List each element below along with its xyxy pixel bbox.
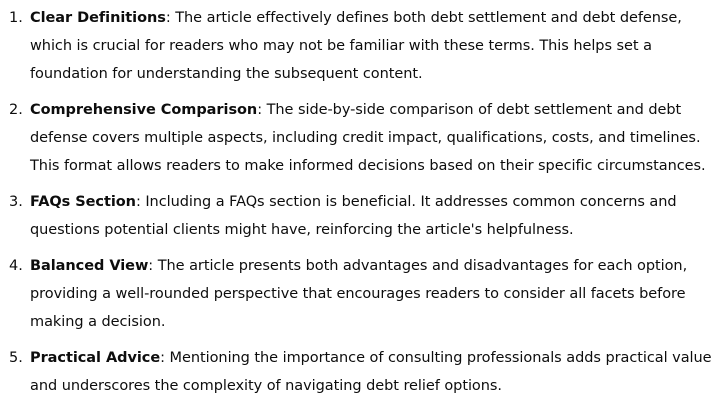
list-number: 2. <box>9 102 23 118</box>
list-item-title: Balanced View <box>30 258 149 274</box>
list-item-text <box>30 188 720 244</box>
list-item-text <box>30 252 720 336</box>
list-number: 4. <box>9 258 23 274</box>
list-number: 1. <box>9 10 23 26</box>
list-item-body: : The article effectively defines both debt settlement and debt defense, which is crucial for readers who may not be familiar with these terms. This helps set a foundation for understanding the subsequent content. <box>30 10 682 82</box>
list-item-text <box>30 344 720 400</box>
list-item-body: : Mentioning the importance of consulting professionals adds practical value and underscores the complexity of navigating debt relief options. <box>30 350 712 394</box>
list-item-title: Practical Advice <box>30 350 161 366</box>
list-item-body: : Including a FAQs section is beneficial. It addresses common concerns and questions potential clients might have, reinforcing the article's helpfulness. <box>30 194 677 238</box>
list-item-title: FAQs Section <box>30 194 136 210</box>
list-item-text <box>30 96 720 180</box>
list-item-title: Comprehensive Comparison <box>30 102 258 118</box>
list-number: 3. <box>9 194 23 210</box>
list-item-title: Clear Definitions <box>30 10 166 26</box>
list-item-body: : The article presents both advantages and disadvantages for each option, providing a well-rounded perspective that encourages readers to consider all facets before making a decision. <box>30 258 688 330</box>
list-item-body: : The side-by-side comparison of debt settlement and debt defense covers multiple aspects, including credit impact, qualifications, costs, and timelines. This format allows readers to make informed decisions based on their specific circumstances. <box>30 102 706 174</box>
list-number: 5. <box>9 350 23 366</box>
list-item-text <box>30 4 720 88</box>
